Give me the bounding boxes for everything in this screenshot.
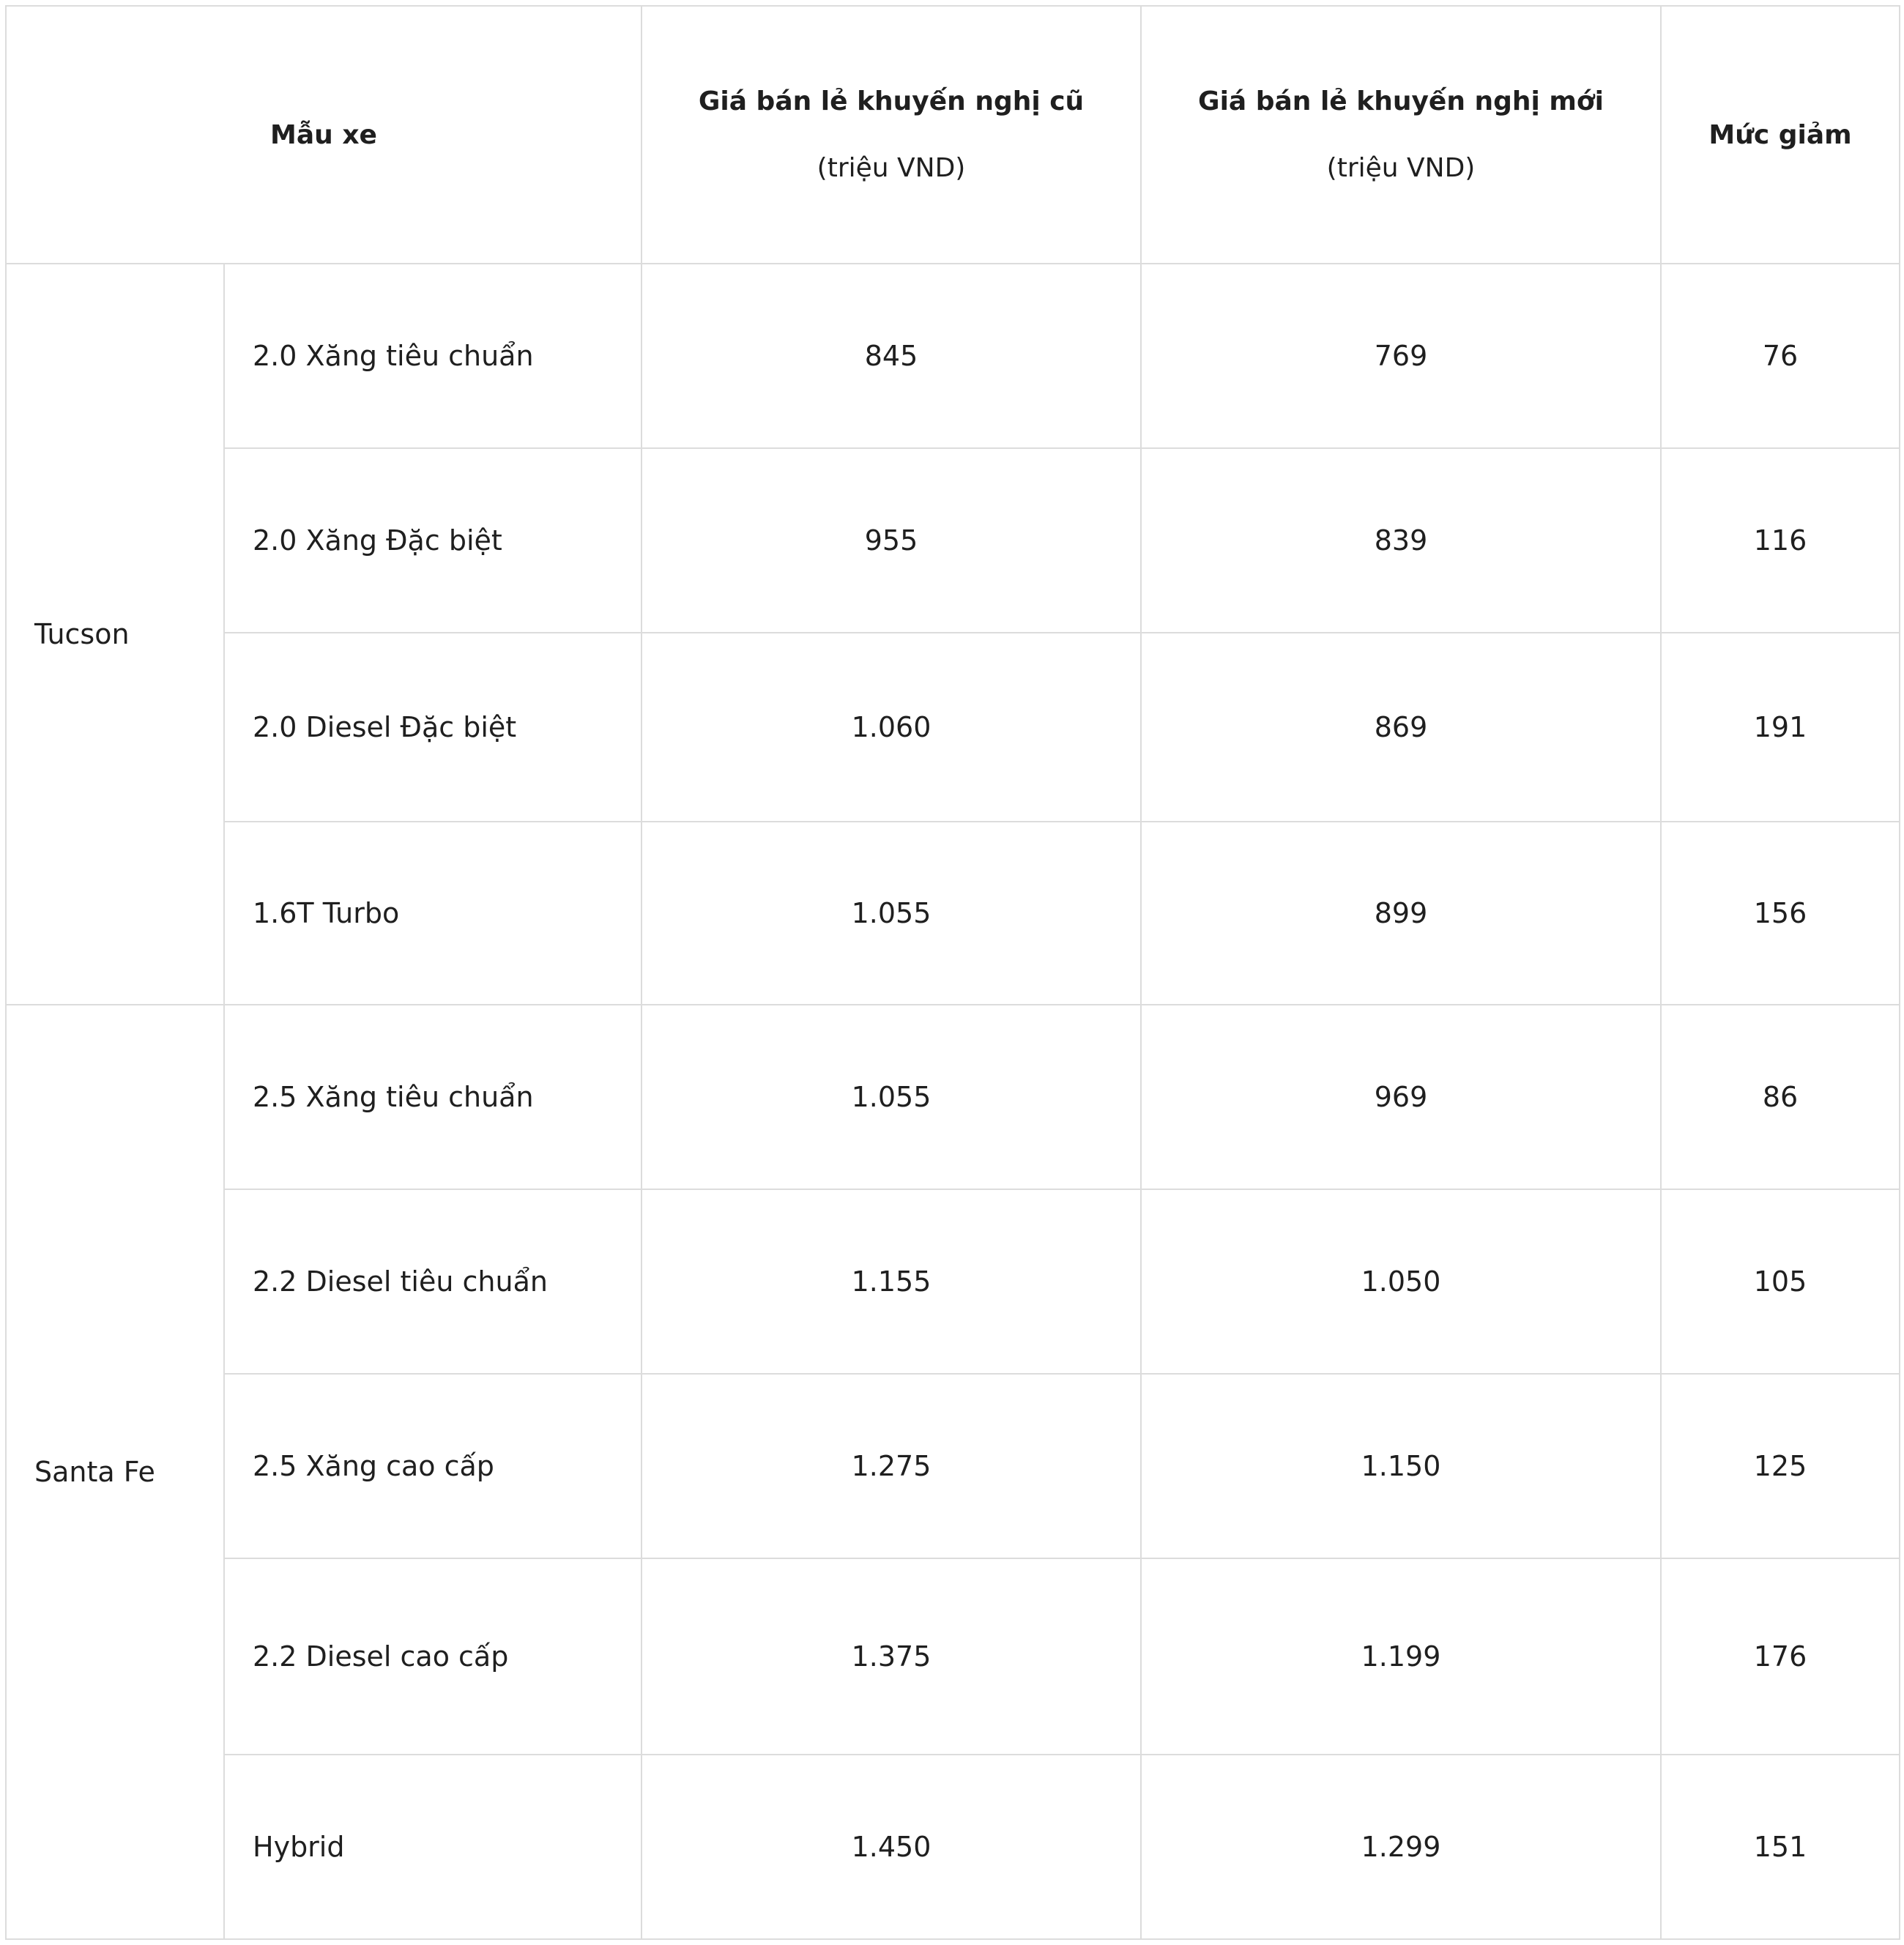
new-price-cell: 1.199 — [1141, 1558, 1661, 1755]
variant-cell: 2.0 Xăng Đặc biệt — [224, 448, 642, 633]
table-row — [6, 1189, 1900, 1374]
table-row — [6, 264, 1900, 448]
discount-cell: 105 — [1661, 1189, 1900, 1374]
header-new-price-unit: (triệu VND) — [1326, 153, 1476, 183]
discount-cell: 176 — [1661, 1558, 1900, 1755]
header-model: Mẫu xe — [6, 6, 642, 264]
group-tucson: Tucson — [6, 264, 224, 1005]
new-price-cell: 1.050 — [1141, 1189, 1661, 1374]
discount-cell: 156 — [1661, 822, 1900, 1005]
variant-cell: 1.6T Turbo — [224, 822, 642, 1005]
new-price-cell: 969 — [1141, 1005, 1661, 1189]
table-row — [6, 1558, 1900, 1755]
variant-cell: 2.0 Diesel Đặc biệt — [224, 633, 642, 822]
discount-cell: 125 — [1661, 1374, 1900, 1558]
discount-cell: 86 — [1661, 1005, 1900, 1189]
variant-cell: 2.2 Diesel cao cấp — [224, 1558, 642, 1755]
discount-cell: 116 — [1661, 448, 1900, 633]
old-price-cell: 1.275 — [642, 1374, 1141, 1558]
header-new-price: Giá bán lẻ khuyến nghị mới (triệu VND) — [1141, 6, 1661, 264]
group-santa-fe: Santa Fe — [6, 1005, 224, 1939]
table-row — [6, 633, 1900, 822]
variant-cell: 2.2 Diesel tiêu chuẩn — [224, 1189, 642, 1374]
new-price-cell: 869 — [1141, 633, 1661, 822]
old-price-cell: 845 — [642, 264, 1141, 448]
table-row — [6, 822, 1900, 1005]
price-table — [5, 5, 1900, 1940]
old-price-cell: 1.375 — [642, 1558, 1141, 1755]
new-price-cell: 1.150 — [1141, 1374, 1661, 1558]
discount-cell: 191 — [1661, 633, 1900, 822]
table-row — [6, 1005, 1900, 1189]
variant-cell: 2.5 Xăng tiêu chuẩn — [224, 1005, 642, 1189]
new-price-cell: 1.299 — [1141, 1755, 1661, 1939]
old-price-cell: 955 — [642, 448, 1141, 633]
header-old-price-unit: (triệu VND) — [817, 153, 966, 183]
old-price-cell: 1.155 — [642, 1189, 1141, 1374]
variant-cell: 2.0 Xăng tiêu chuẩn — [224, 264, 642, 448]
old-price-cell: 1.055 — [642, 822, 1141, 1005]
variant-cell: 2.5 Xăng cao cấp — [224, 1374, 642, 1558]
old-price-cell: 1.450 — [642, 1755, 1141, 1939]
table-row — [6, 1374, 1900, 1558]
discount-cell: 151 — [1661, 1755, 1900, 1939]
header-discount: Mức giảm — [1661, 6, 1900, 264]
new-price-cell: 899 — [1141, 822, 1661, 1005]
old-price-cell: 1.055 — [642, 1005, 1141, 1189]
table-row — [6, 1755, 1900, 1939]
variant-cell: Hybrid — [224, 1755, 642, 1939]
new-price-cell: 839 — [1141, 448, 1661, 633]
table-row — [6, 448, 1900, 633]
old-price-cell: 1.060 — [642, 633, 1141, 822]
header-old-price: Giá bán lẻ khuyến nghị cũ (triệu VND) — [642, 6, 1141, 264]
header-row — [6, 6, 1900, 264]
new-price-cell: 769 — [1141, 264, 1661, 448]
discount-cell: 76 — [1661, 264, 1900, 448]
